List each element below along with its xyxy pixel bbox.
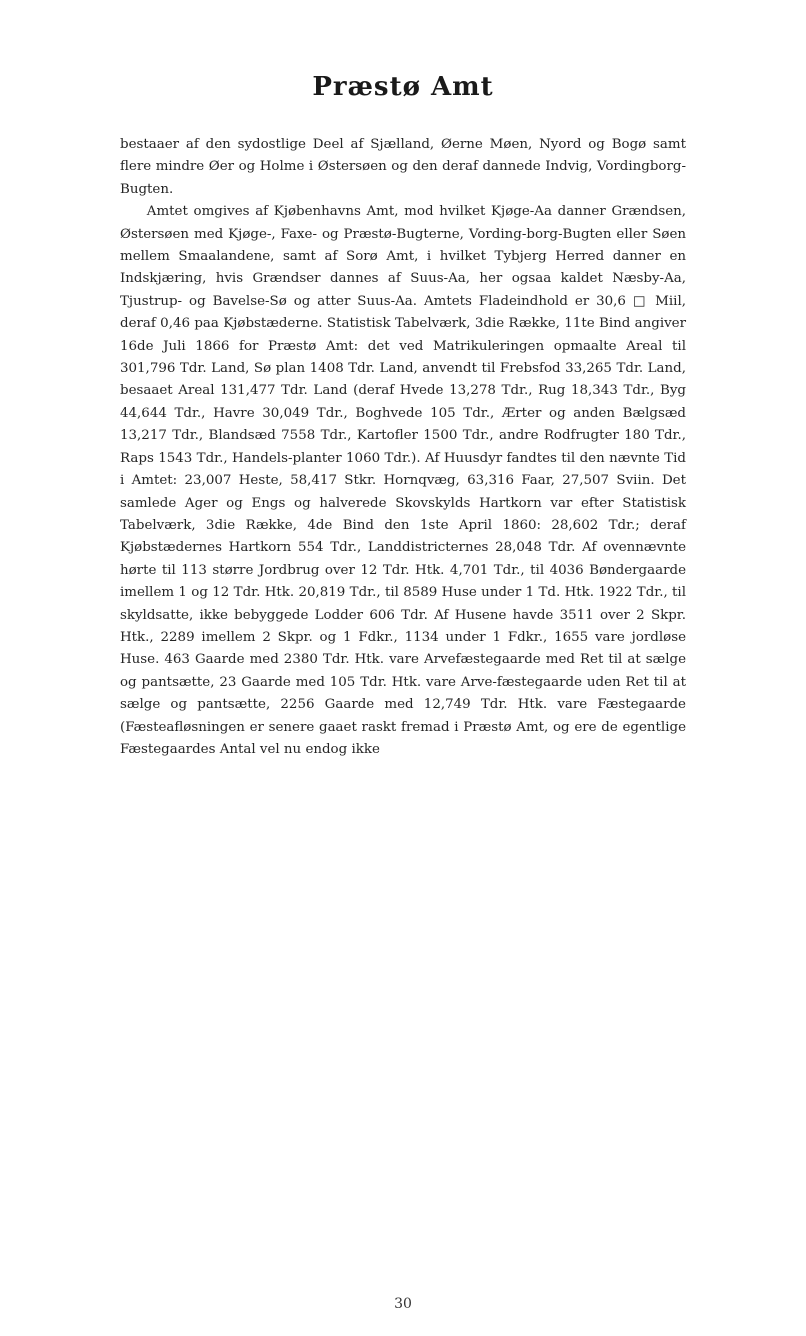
- page-title: Præstø Amt: [312, 72, 494, 102]
- body-text: [120, 134, 686, 761]
- paragraph-intro: bestaaer af den sydostlige Deel af Sjælland, Øerne Møen, Nyord og Bogø samt flere mindre Øer og Holme i Østersøen og den deraf dannede Indvig, Vordingborg-Bugten.: [120, 137, 686, 197]
- paragraph-main: Amtet omgives af Kjøbenhavns Amt, mod hvilket Kjøge-Aa danner Grændsen, Østersøen med Kjøge-, Faxe- og Præstø-Bugterne, Vording-borg-Bugten eller Søen mellem Smaalandene, samt af Sorø Amt, i hvilket Tybjerg Herred danner en Indskjæring, hvis Grændser dannes af Suus-Aa, her ogsaa kaldet Næsby-Aa, Tjustrup- og Bavelse-Sø og atter Suus-Aa. Amtets Fladeindhold er 30,6 □ Miil, deraf 0,46 paa Kjøbstæderne. Statistisk Tabelværk, 3die Række, 11te Bind angiver 16de Juli 1866 for Præstø Amt: det ved Matrikuleringen opmaalte Areal til 301,796 Tdr. Land, Sø plan 1408 Tdr. Land, anvendt til Frebsfod 33,265 Tdr. Land, besaaet Areal 131,477 Tdr. Land (deraf Hvede 13,278 Tdr., Rug 18,343 Tdr., Byg 44,644 Tdr., Havre 30,049 Tdr., Boghvede 105 Tdr., Ærter og anden Bælgsæd 13,217 Tdr., Blandsæd 7558 Tdr., Kartofler 1500 Tdr., andre Rodfrugter 180 Tdr., Raps 1543 Tdr., Handels-planter 1060 Tdr.). Af Huusdyr fandtes til den nævnte Tid i Amtet: 23,007 Heste, 58,417 Stkr. Hornqvæg, 63,316 Faar, 27,507 Sviin. Det samlede Ager og Engs og halverede Skovskylds Hartkorn var efter Statistisk Tabelværk, 3die Række, 4de Bind den 1ste April 1860: 28,602 Tdr.; deraf Kjøbstædernes Hartkorn 554 Tdr., Landdistricternes 28,048 Tdr. Af ovennævnte hørte til 113 større Jordbrug over 12 Tdr. Htk. 4,701 Tdr., til 4036 Bøndergaarde imellem 1 og 12 Tdr. Htk. 20,819 Tdr., til 8589 Huse under 1 Td. Htk. 1922 Tdr., til skyldsatte, ikke bebyggede Lodder 606 Tdr. Af Husene havde 3511 over 2 Skpr. Htk., 2289 imellem 2 Skpr. og 1 Fdkr., 1134 under 1 Fdkr., 1655 vare jordløse Huse. 463 Gaarde med 2380 Tdr. Htk. vare Arvefæstegaarde med Ret til at sælge og pantsætte, 23 Gaarde med 105 Tdr. Htk. vare Arve-fæstegaarde uden Ret til at sælge og pantsætte, 2256 Gaarde med 12,749 Tdr. Htk. vare Fæstegaarde (Fæsteafløsningen er senere gaaet raskt fremad i Præstø Amt, og ere de egentlige Fæstegaardes Antal vel nu endog ikke: [120, 204, 686, 757]
- page-number: 30: [394, 1296, 412, 1312]
